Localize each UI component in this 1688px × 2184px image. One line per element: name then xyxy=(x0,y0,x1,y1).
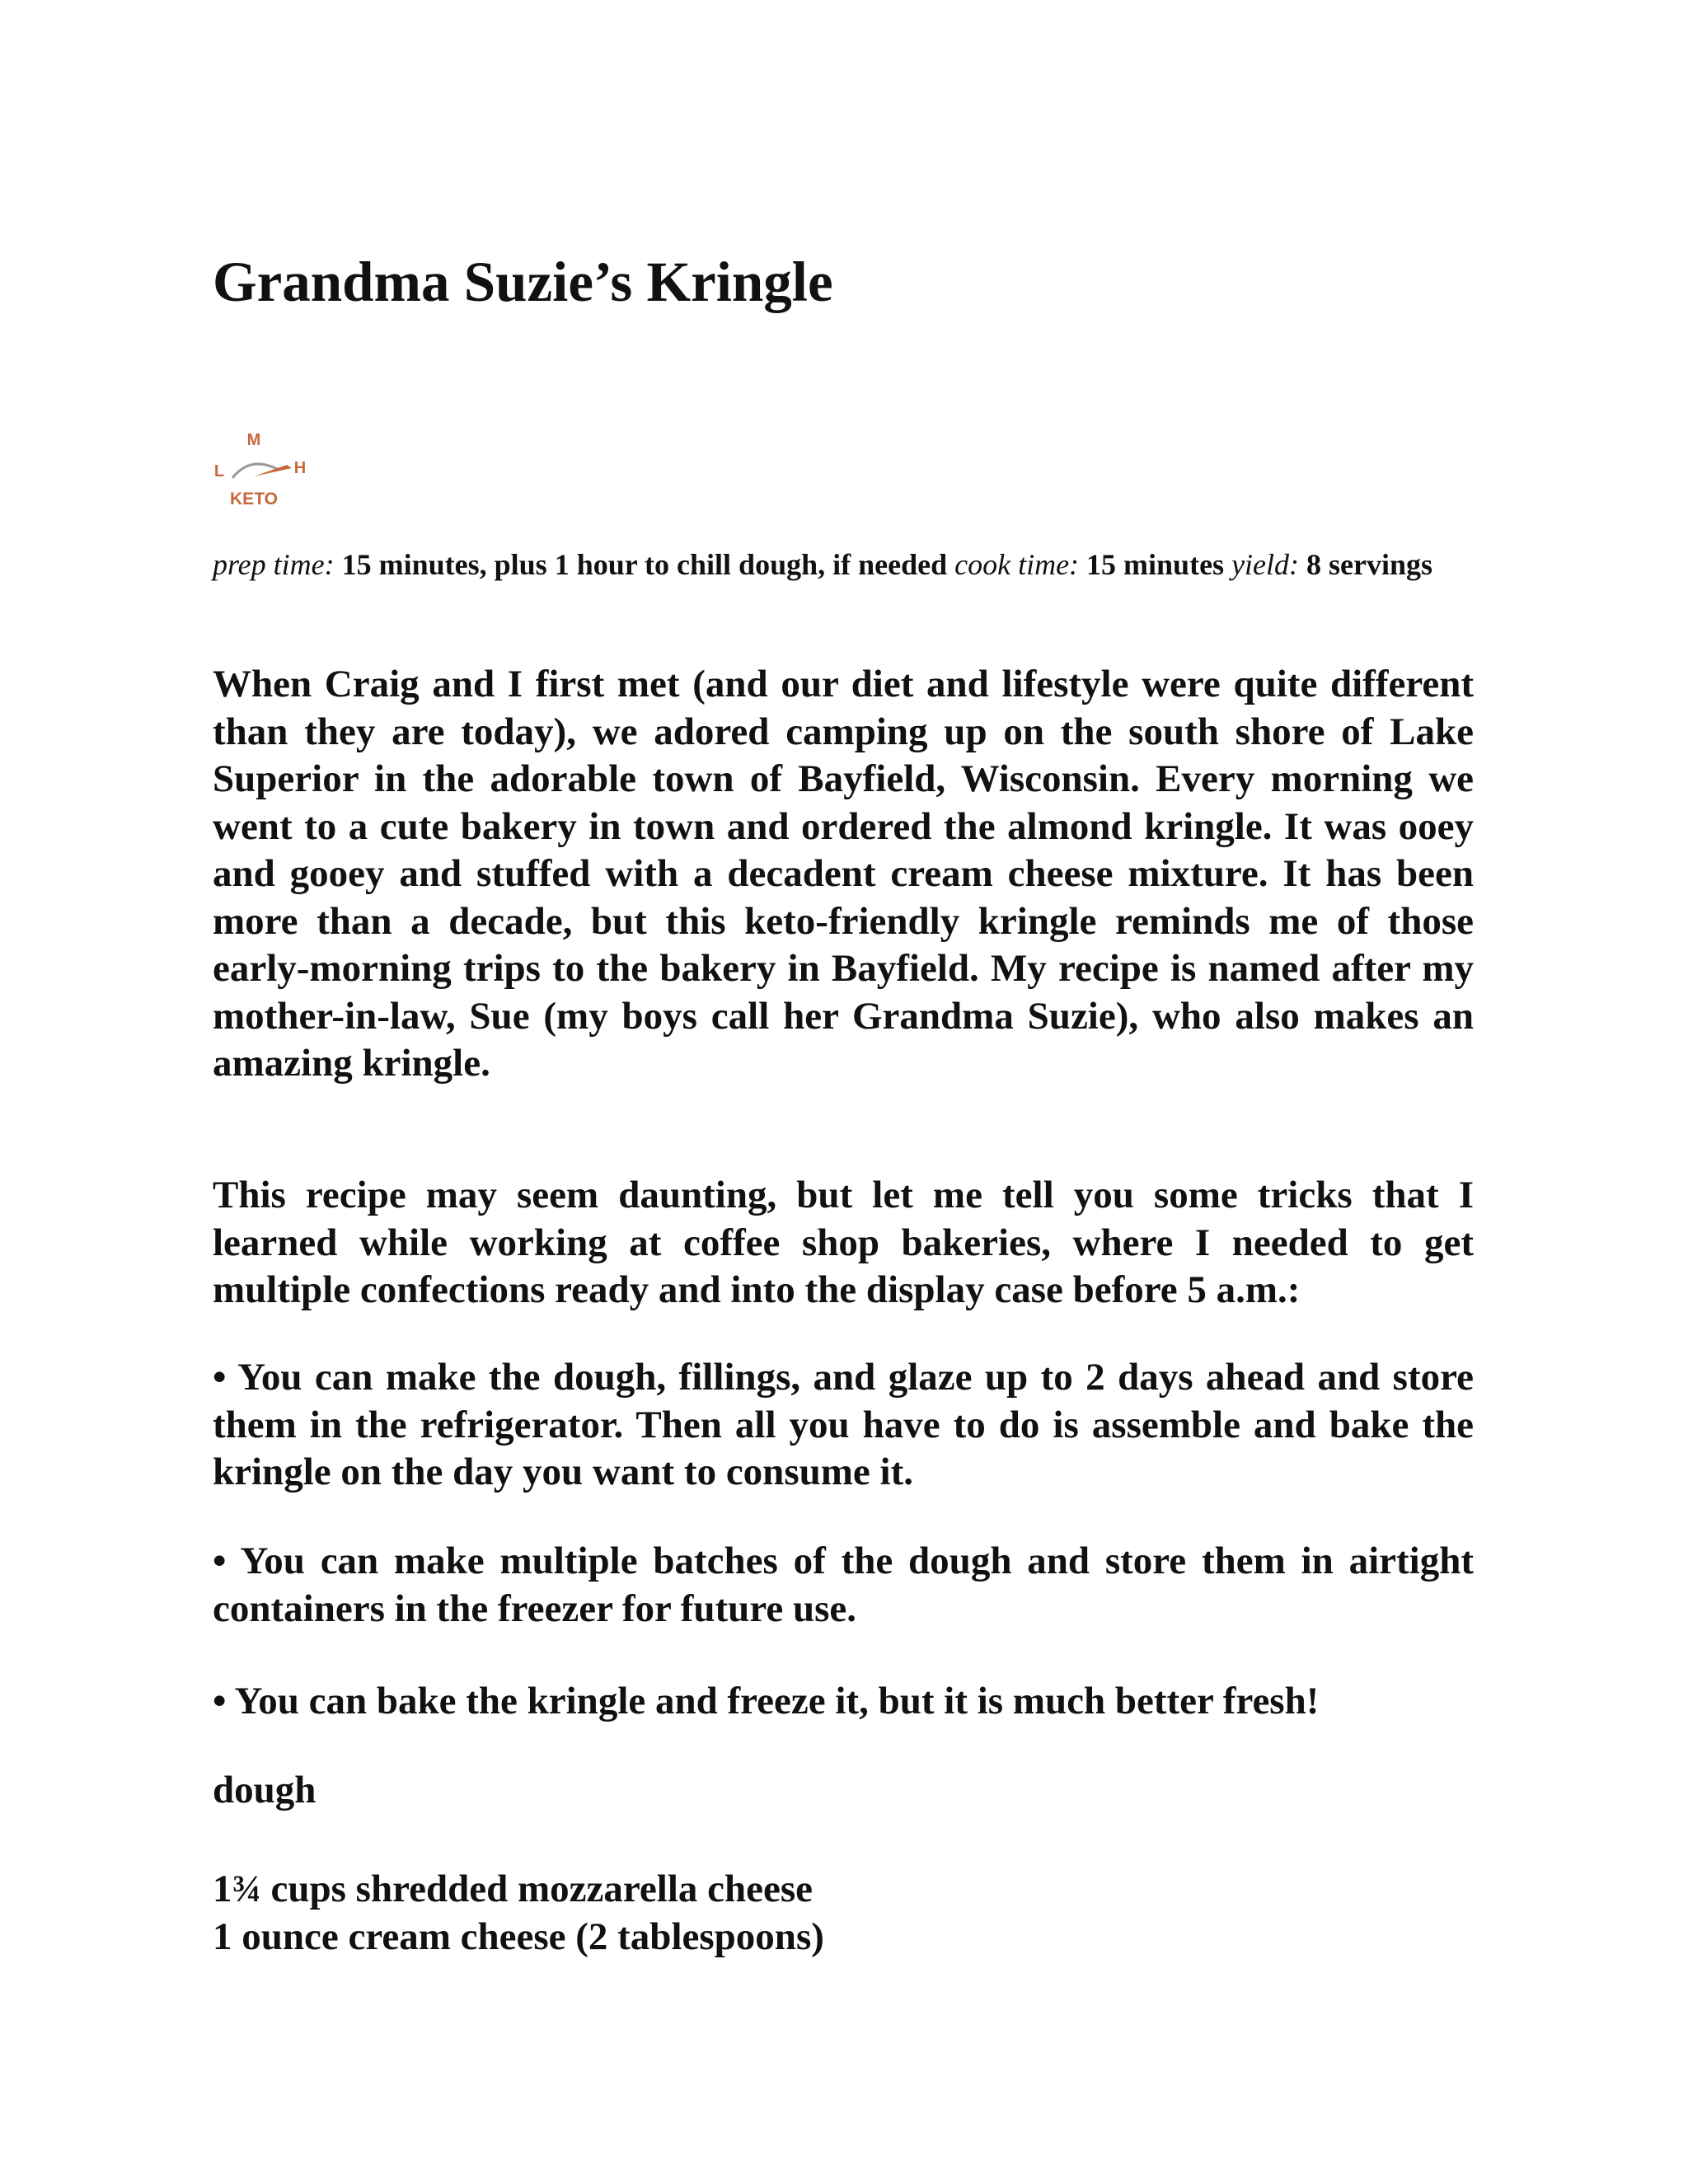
prep-time-label: prep time: xyxy=(213,548,335,581)
ingredient-item: 1 ounce cream cheese (2 tablespoons) xyxy=(213,1915,824,1958)
logo-letter-l: L xyxy=(213,462,225,480)
yield-label: yield: xyxy=(1231,548,1300,581)
tip-item: • You can make the dough, fillings, and glaze up to 2 days ahead and store them in the refrigerator. Then all you have to do is assemble and bake the kringle on the day you want to consume it. xyxy=(213,1356,1474,1493)
yield-value: 8 servings xyxy=(1306,548,1433,581)
ingredient-list xyxy=(213,1866,1474,1961)
tip-item: • You can bake the kringle and freeze it, but it is much better fresh! xyxy=(213,1680,1320,1722)
recipe-meta xyxy=(213,547,1474,583)
logo-keto-label: KETO xyxy=(230,490,278,509)
dough-section-heading: dough xyxy=(213,1769,316,1811)
keto-meter-logo-icon xyxy=(213,422,312,513)
recipe-title: Grandma Suzie’s Kringle xyxy=(213,251,833,313)
intro-paragraph: When Craig and I first met (and our diet and lifestyle were quite different than they are today), we adored camping up on the south shore of Lake Superior in the adorable town of Bayfield, Wisconsin. Every morning we went to a cute bakery in town and ordered the almond kringle. It was ooey and gooey and stuffed with a decadent cream cheese mixture. It has been more than a decade, but this keto-friendly kringle reminds me of those early-morning trips to the bakery in Bayfield. My recipe is named after my mother-in-law, Sue (my boys call her Grandma Suzie), who also makes an amazing kringle. xyxy=(213,663,1474,1085)
logo-letter-m: M xyxy=(246,431,261,449)
prep-time-value: 15 minutes, plus 1 hour to chill dough, if needed xyxy=(341,548,948,581)
cook-time-label: cook time: xyxy=(954,548,1080,581)
ingredient-item: 1¾ cups shredded mozzarella cheese xyxy=(213,1868,813,1910)
tricks-intro-paragraph: This recipe may seem daunting, but let me tell you some tricks that I learned while working at coffee shop bakeries, where I needed to get multiple confections ready and into the display case before 5 a.m.: xyxy=(213,1174,1474,1311)
logo-letter-h: H xyxy=(293,459,307,477)
cook-time-value: 15 minutes xyxy=(1086,548,1225,581)
tip-item: • You can make multiple batches of the dough and store them in airtight containers in the freezer for future use. xyxy=(213,1540,1474,1630)
